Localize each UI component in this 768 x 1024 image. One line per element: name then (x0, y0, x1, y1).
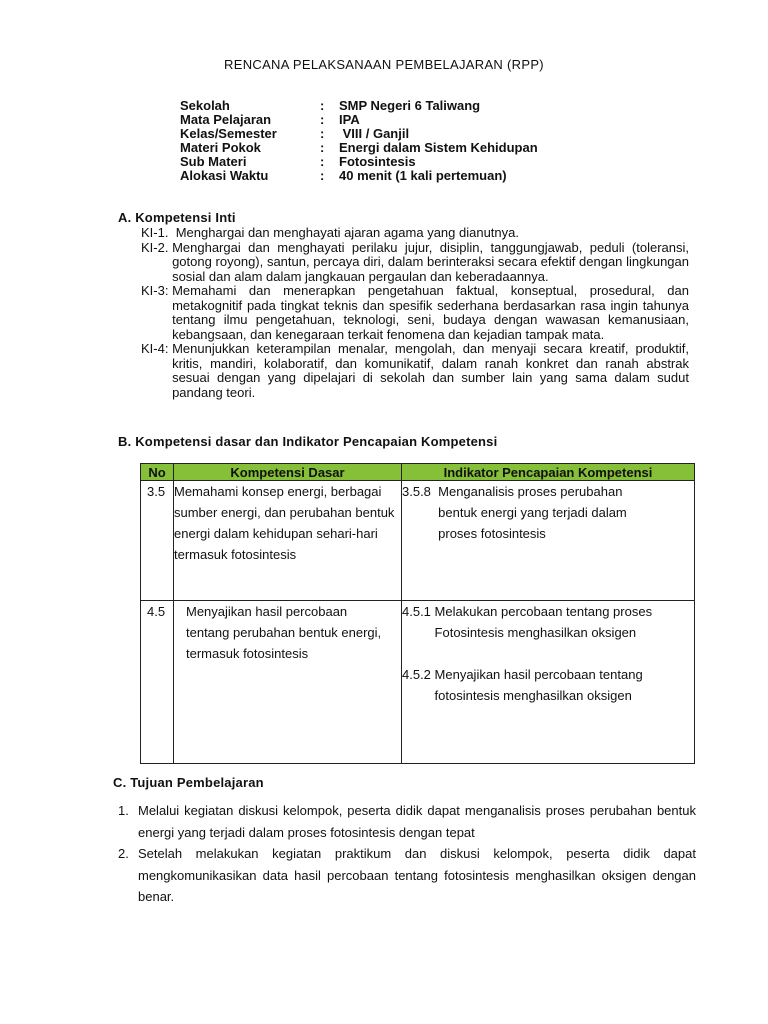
identity-label: Kelas/Semester (180, 126, 277, 141)
indicator-code: 4.5.2 (402, 667, 435, 682)
identity-label: Sekolah (180, 98, 230, 113)
identity-colon: : (320, 112, 325, 127)
identity-value: IPA (339, 112, 360, 127)
ki-code: KI-2. (141, 239, 173, 255)
indicator-code: 3.5.8 (402, 484, 439, 499)
identity-colon: : (320, 168, 325, 183)
kompetensi-table (140, 463, 695, 764)
indicator-code: 4.5.1 (402, 604, 435, 619)
identity-row (180, 169, 600, 183)
identity-row (180, 113, 600, 127)
column-header-indikator: Indikator Pencapaian Kompetensi (402, 464, 695, 481)
tujuan-item (118, 800, 696, 843)
indicator-item (402, 664, 694, 706)
identity-value: Fotosintesis (339, 154, 416, 169)
identity-value: Energi dalam Sistem Kehidupan (339, 140, 538, 155)
tujuan-num: 2. (118, 846, 129, 861)
ki-item (141, 342, 689, 400)
tujuan-text: Setelah melakukan kegiatan praktikum dan diskusi kelompok, peserta didik dapat mengkomunikasikan data hasil percobaan tentang fotosintesis menghasilkan oksigen dengan benar. (138, 846, 696, 904)
tujuan-item (118, 843, 696, 908)
identity-row (180, 99, 600, 113)
identity-block (180, 99, 600, 183)
indicator-text: Melakukan percobaan tentang proses Fotosintesis menghasilkan oksigen (434, 604, 653, 640)
identity-value: SMP Negeri 6 Taliwang (339, 98, 481, 113)
tujuan-num: 1. (118, 803, 129, 818)
row-kd-text: Memahami konsep energi, berbagai sumber energi, dan perubahan bentuk energi dalam kehidupan sehari-hari termasuk fotosintesis (174, 484, 395, 562)
indicator-item (402, 601, 694, 643)
row-no (141, 601, 174, 764)
row-indicators (402, 601, 695, 764)
indicator-item (402, 481, 694, 544)
identity-row (180, 127, 600, 141)
identity-label: Materi Pokok (180, 140, 261, 155)
section-c-heading: C. Tujuan Pembelajaran (113, 775, 264, 790)
document-title: RENCANA PELAKSANAAN PEMBELAJARAN (RPP) (224, 57, 544, 72)
row-indicators (402, 481, 695, 601)
ki-code: KI-1. (141, 225, 176, 240)
identity-value: VIII / Ganjil (339, 126, 410, 141)
tujuan-text: Melalui kegiatan diskusi kelompok, peserta didik dapat menganalisis proses perubahan bentuk energi yang terjadi dalam proses fotosintesis dengan tepat (138, 803, 696, 840)
row-no-text: 4.5 (147, 604, 166, 619)
row-kd (174, 601, 402, 764)
ki-item (141, 284, 689, 342)
row-no-text: 3.5 (147, 484, 166, 499)
identity-value: 40 menit (1 kali pertemuan) (339, 168, 507, 183)
identity-colon: : (320, 126, 325, 141)
column-header-no: No (141, 464, 174, 481)
identity-colon: : (320, 98, 325, 113)
kompetensi-inti-list (141, 226, 689, 400)
identity-row (180, 155, 600, 169)
ki-text: Memahami dan menerapkan pengetahuan faktual, konseptual, prosedural, dan metakognitif pada tingkat teknis dan spesifik sederhana berdasarkan rasa ingin tahunya tentang ilmu pengetahuan, teknologi, seni, budaya dengan wawasan kemanusiaan, kebangsaan, dan kenegaraan terkait fenomena dan kejadian tampak mata. (172, 283, 689, 342)
ki-code: KI-3: (141, 283, 173, 298)
row-kd (174, 481, 402, 601)
indicator-text: Menyajikan hasil percobaan tentang fotosintesis menghasilkan oksigen (434, 667, 643, 703)
tujuan-list (118, 800, 696, 908)
ki-item (141, 226, 689, 241)
table-row (141, 481, 695, 601)
ki-code: KI-4: (141, 341, 173, 356)
ki-text: Menghargai dan menghayati ajaran agama yang dianutnya. (175, 225, 519, 240)
ki-item (141, 241, 689, 285)
identity-label: Alokasi Waktu (180, 168, 269, 183)
column-header-kd: Kompetensi Dasar (174, 464, 402, 481)
identity-row (180, 141, 600, 155)
indicator-text: Menganalisis proses perubahan bentuk energi yang terjadi dalam proses fotosintesis (438, 484, 627, 541)
section-b-heading: B. Kompetensi dasar dan Indikator Pencapaian Kompetensi (118, 434, 498, 449)
identity-label: Sub Materi (180, 154, 247, 169)
identity-colon: : (320, 140, 325, 155)
ki-text: Menghargai dan menghayati perilaku jujur, disiplin, tanggungjawab, peduli (toleransi, gotong royong), santun, percaya diri, dalam berinteraksi secara efektif dengan lingkungan sosial dan alam dalam jangkauan pergaulan dan keberadaannya. (172, 239, 689, 284)
section-a-heading: A. Kompetensi Inti (118, 210, 236, 225)
identity-label: Mata Pelajaran (180, 112, 272, 127)
table-row (141, 601, 695, 764)
identity-colon: : (320, 154, 325, 169)
ki-text: Menunjukkan keterampilan menalar, mengolah, dan menyaji secara kreatif, produktif, kritis, mandiri, kolaboratif, dan komunikatif, dalam ranah konkret dan ranah abstrak sesuai dengan yang dipelajari di sekolah dan sumber lain yang sama dalam sudut pandang teori. (172, 341, 689, 400)
row-kd-text: Menyajikan hasil percobaan tentang perubahan bentuk energi, termasuk fotosintesis (186, 604, 382, 661)
row-no (141, 481, 174, 601)
table-header-row (141, 464, 695, 481)
